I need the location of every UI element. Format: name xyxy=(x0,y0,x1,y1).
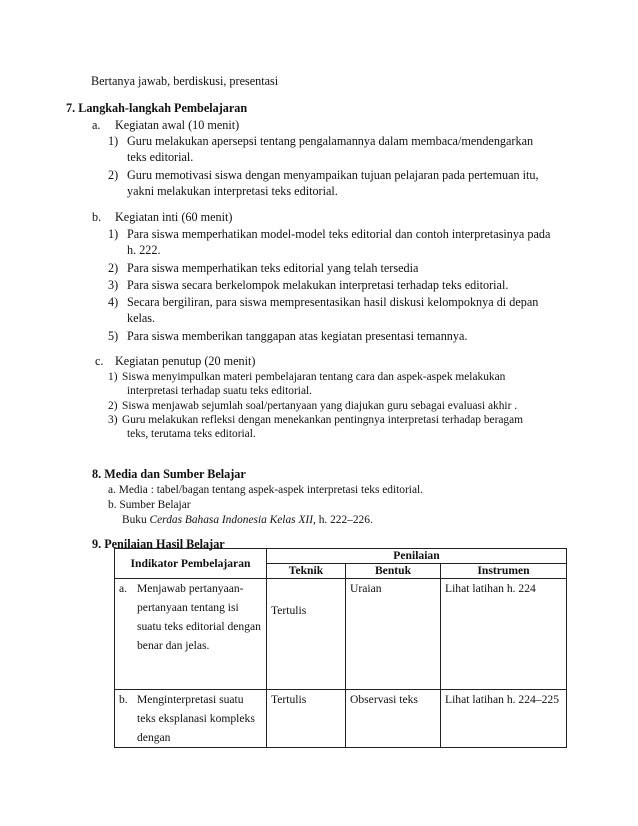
list-item-number: 3) xyxy=(108,278,119,292)
list-item-text: Guru melakukan apersepsi tentang pengalamannya dalam membaca/mendengarkan xyxy=(127,134,534,148)
list-item-text: teks, terutama teks editorial. xyxy=(127,428,256,440)
list-item-text: Secara bergiliran, para siswa mempresentasikan hasil diskusi kelompoknya di depan xyxy=(127,295,539,309)
section8-heading: 8. Media dan Sumber Belajar xyxy=(92,467,246,481)
section8-media: a. Media : tabel/bagan tentang aspek-aspek interpretasi teks editorial. xyxy=(108,484,424,496)
book-title: Cerdas Bahasa Indonesia Kelas XII, xyxy=(149,514,316,526)
book-suffix: h. 222–226. xyxy=(315,514,373,526)
cell-indikator xyxy=(115,690,267,748)
list-item-text: teks editorial. xyxy=(127,150,194,164)
table-row xyxy=(115,690,567,748)
row-label: a. xyxy=(119,582,128,595)
section8-book xyxy=(122,513,373,528)
header-bentuk: Bentuk xyxy=(346,564,441,579)
header-penilaian: Penilaian xyxy=(267,549,567,564)
cell-bentuk: Uraian xyxy=(346,579,441,690)
list-item-text: Para siswa memperhatikan model-model teks editorial dan contoh interpretasinya pada xyxy=(127,227,551,241)
header-indikator: Indikator Pembelajaran xyxy=(115,549,267,579)
list-item-number: 2) xyxy=(108,400,118,412)
list-item-text: yakni melakukan interpretasi teks editorial. xyxy=(127,184,338,198)
book-prefix: Buku xyxy=(122,514,150,526)
cell-bentuk: Observasi teks xyxy=(346,690,441,748)
list-item-text: kelas. xyxy=(127,311,156,325)
section8-source: b. Sumber Belajar xyxy=(108,499,191,511)
section7-a-title: Kegiatan awal (10 menit) xyxy=(115,118,240,132)
list-item-text: h. 222. xyxy=(127,243,161,257)
assessment-table xyxy=(114,548,567,748)
list-item-text: Para siswa memberikan tanggapan atas kegiatan presentasi temannya. xyxy=(127,329,468,343)
list-item-text: Guru memotivasi siswa dengan menyampaikan tujuan pelajaran pada pertemuan itu, xyxy=(127,168,539,182)
list-item-number: 1) xyxy=(108,227,119,241)
cell-teknik: Tertulis xyxy=(267,690,346,748)
section7-heading: 7. Langkah-langkah Pembelajaran xyxy=(66,101,248,115)
list-item-number: 5) xyxy=(108,329,119,343)
table-header-row xyxy=(115,549,567,564)
list-item-text: Guru melakukan refleksi dengan menekankan pentingnya interpretasi terhadap beragam xyxy=(122,414,524,426)
header-teknik: Teknik xyxy=(267,564,346,579)
section7-b-label: b. xyxy=(92,210,102,224)
list-item-number: 1) xyxy=(108,371,118,383)
list-item-number: 3) xyxy=(108,414,118,426)
cell-indikator xyxy=(115,579,267,690)
table-row xyxy=(115,579,567,690)
list-item-text: Para siswa memperhatikan teks editorial yang telah tersedia xyxy=(127,261,419,275)
section9-heading: 9. Penilaian Hasil Belajar xyxy=(92,537,225,551)
section7-b-title: Kegiatan inti (60 menit) xyxy=(115,210,233,224)
list-item-number: 2) xyxy=(108,168,119,182)
list-item-number: 4) xyxy=(108,295,119,309)
section7-c-label: c. xyxy=(95,354,104,368)
section7-a-label: a. xyxy=(92,118,101,132)
cell-instrumen: Lihat latihan h. 224–225 xyxy=(441,690,567,748)
list-item-text: Siswa menjawab sejumlah soal/pertanyaan yang diajukan guru sebagai evaluasi akhir . xyxy=(122,400,518,412)
list-item-number: 2) xyxy=(108,261,119,275)
row-label: b. xyxy=(119,693,128,706)
indikator-text: Menjawab pertanyaan- pertanyaan tentang isi suatu teks editorial dengan benar dan jelas. xyxy=(137,582,261,652)
list-item-text: interpretasi terhadap suatu teks editorial. xyxy=(127,385,313,397)
list-item-number: 1) xyxy=(108,134,119,148)
section7-c-title: Kegiatan penutup (20 menit) xyxy=(115,354,256,368)
cell-instrumen: Lihat latihan h. 224 xyxy=(441,579,567,690)
cell-teknik: Tertulis xyxy=(267,579,346,690)
list-item-text: Para siswa secara berkelompok melakukan interpretasi terhadap teks editorial. xyxy=(127,278,509,292)
intro-line: Bertanya jawab, berdiskusi, presentasi xyxy=(91,74,279,88)
indikator-text: Menginterpretasi suatu teks eksplanasi kompleks dengan xyxy=(137,693,255,744)
header-instrumen: Instrumen xyxy=(441,564,567,579)
list-item-text: Siswa menyimpulkan materi pembelajaran tentang cara dan aspek-aspek melakukan xyxy=(122,371,506,383)
